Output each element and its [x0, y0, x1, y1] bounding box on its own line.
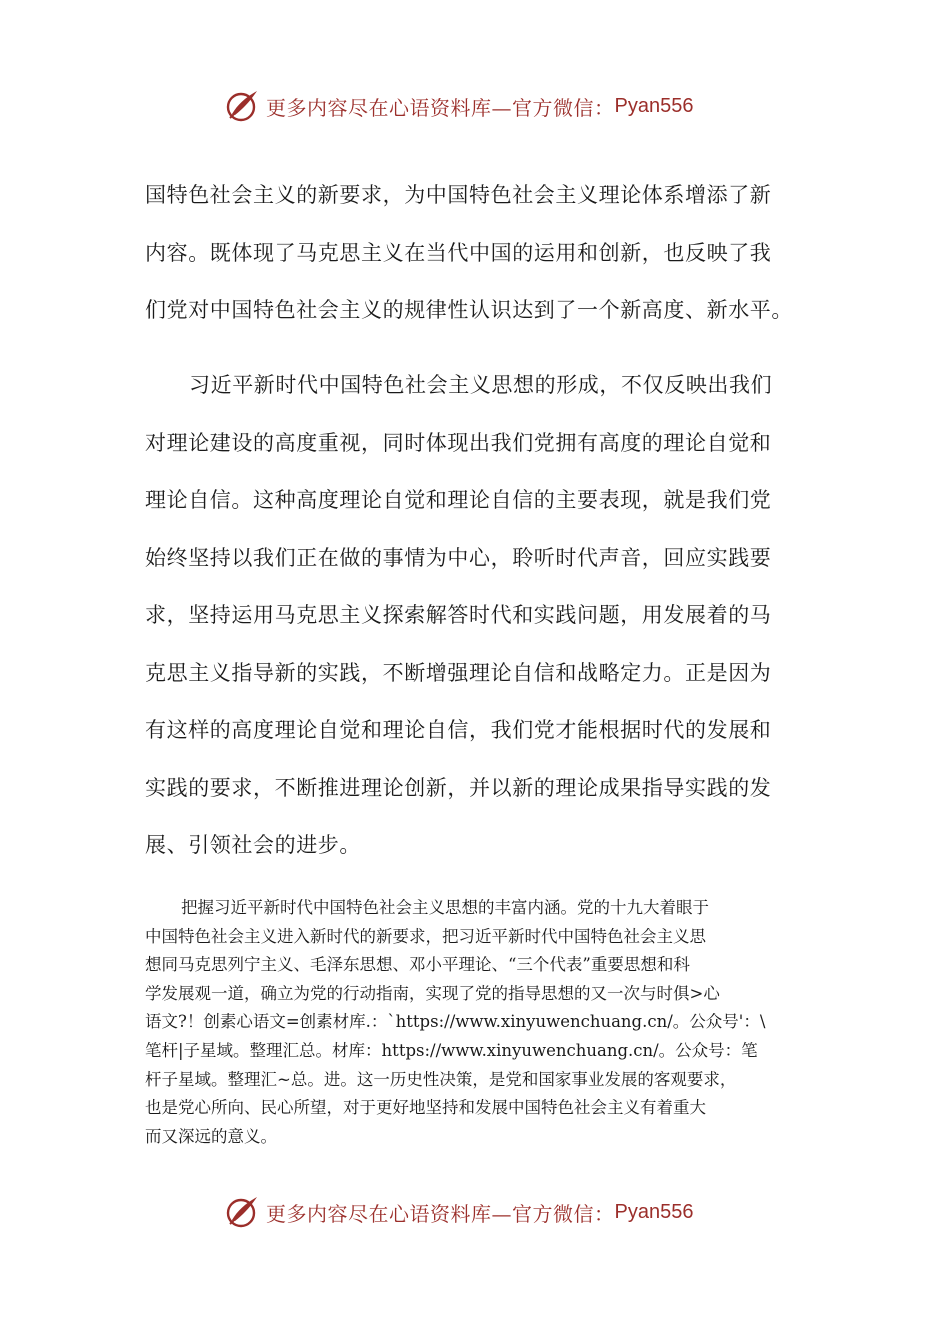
wechat-handle: Pyan556 — [614, 1200, 694, 1223]
quill-logo-icon — [224, 1194, 260, 1230]
paragraph-1 — [145, 167, 805, 340]
text-line: 克思主义指导新的实践，不断增强理论自信和战略定力。正是因为 — [145, 660, 772, 685]
text-line: 国特色社会主义的新要求，为中国特色社会主义理论体系增添了新 — [145, 183, 772, 207]
text-line: 有这样的高度理论自觉和理论自信，我们党才能根据时代的发展和 — [145, 718, 772, 742]
paragraph-2 — [145, 357, 805, 875]
text-line: 始终坚持以我们正在做的事情为中心，聆听时代声音，回应实践要 — [145, 545, 772, 570]
text-line: 想同马克思列宁主义、毛泽东思想、邓小平理论、“三个代表”重要思想和科 — [145, 955, 690, 975]
text-line: 们党对中国特色社会主义的规律性认识达到了一个新高度、新水平。 — [145, 298, 793, 322]
text-line: 对理论建设的高度重视，同时体现出我们党拥有高度的理论自觉和 — [145, 430, 772, 455]
text-line: 求，坚持运用马克思主义探索解答时代和实践问题，用发展着的马 — [145, 603, 772, 627]
text-line: 笔杆|子星域。整理汇总。材库：https://www.xinyuwenchuang.cn/。公众号：笔 — [145, 1040, 758, 1060]
header-banner — [224, 86, 744, 126]
footer-banner — [224, 1192, 744, 1232]
banner-text: 更多内容尽在心语资料库—官方微信： — [266, 95, 615, 120]
text-line: 理论自信。这种高度理论自觉和理论自信的主要表现，就是我们党 — [145, 488, 772, 512]
text-line: 而又深远的意义。 — [145, 1126, 277, 1146]
text-line: 内容。既体现了马克思主义在当代中国的运用和创新，也反映了我 — [145, 240, 772, 265]
text-line: 实践的要求，不断推进理论创新，并以新的理论成果指导实践的发 — [145, 775, 772, 800]
quill-logo-icon — [224, 88, 260, 124]
text-line: 展、引领社会的进步。 — [145, 833, 361, 857]
text-line: 中国特色社会主义进入新时代的新要求，把习近平新时代中国特色社会主义思 — [145, 926, 706, 946]
text-line: 杆子星域。整理汇~总。进。这一历史性决策，是党和国家事业发展的客观要求， — [145, 1069, 737, 1089]
banner-text: 更多内容尽在心语资料库—官方微信： — [266, 1201, 615, 1226]
text-line: 也是党心所向、民心所望，对于更好地坚持和发展中国特色社会主义有着重大 — [145, 1098, 706, 1118]
text-line: 学发展观一道，确立为党的行动指南，实现了党的指导思想的又一次与时俱>心 — [145, 983, 720, 1003]
paragraph-3 — [145, 894, 825, 1151]
text-line: 语文?！创素心语文=创素材库.：`https://www.xinyuwenchuang.cn/。公众号'：\ — [145, 1012, 766, 1032]
wechat-handle: Pyan556 — [614, 94, 694, 117]
text-line: 习近平新时代中国特色社会主义思想的形成，不仅反映出我们 — [189, 373, 773, 397]
text-line: 把握习近平新时代中国特色社会主义思想的丰富内涵。党的十九大着眼于 — [181, 898, 709, 917]
